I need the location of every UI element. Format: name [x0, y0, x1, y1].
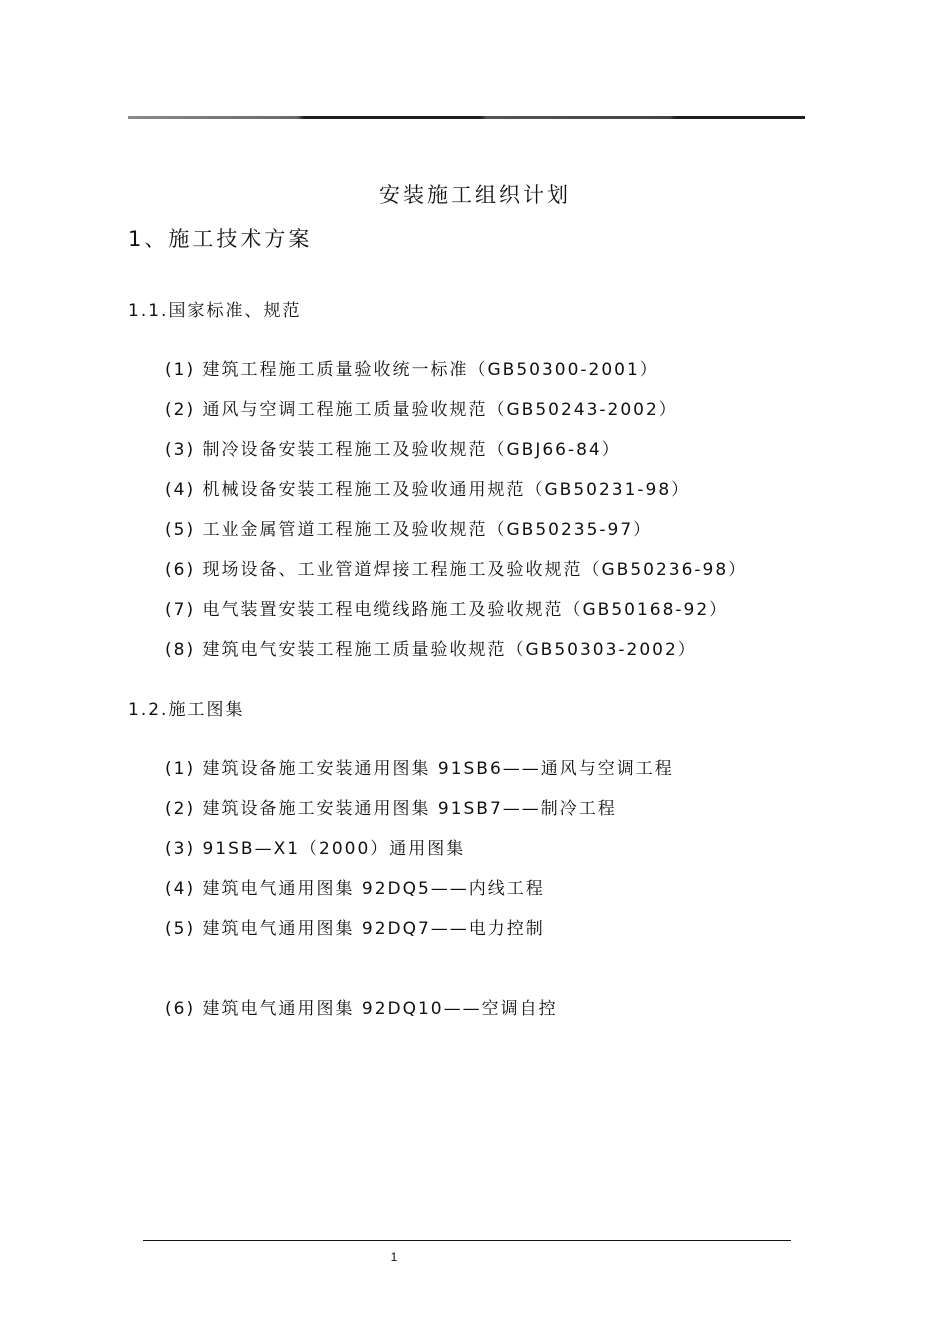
drawing-atlas-list-continued — [165, 996, 558, 1036]
header-rule — [128, 116, 805, 119]
list-item: (1) 建筑工程施工质量验收统一标准（GB50300-2001） — [165, 360, 659, 380]
drawing-atlas-list — [165, 756, 674, 956]
list-item: (6) 现场设备、工业管道焊接工程施工及验收规范（GB50236-98） — [165, 560, 748, 580]
document-title: 安装施工组织计划 — [379, 183, 571, 207]
subsection-heading-national-standards: 1.1.国家标准、规范 — [128, 301, 302, 321]
list-item: (7) 电气装置安装工程电缆线路施工及验收规范（GB50168-92） — [165, 600, 729, 620]
list-item: (2) 建筑设备施工安装通用图集 91SB7——制冷工程 — [165, 799, 617, 819]
list-item: (5) 工业金属管道工程施工及验收规范（GB50235-97） — [165, 520, 653, 540]
list-item: (4) 机械设备安装工程施工及验收通用规范（GB50231-98） — [165, 480, 691, 500]
subsection-heading-construction-drawings: 1.2.施工图集 — [128, 700, 245, 720]
list-item: (1) 建筑设备施工安装通用图集 91SB6——通风与空调工程 — [165, 759, 674, 779]
list-item: (5) 建筑电气通用图集 92DQ7——电力控制 — [165, 919, 545, 939]
standards-list — [165, 357, 747, 677]
page-number: 1 — [390, 1250, 398, 1264]
list-item: (4) 建筑电气通用图集 92DQ5——内线工程 — [165, 879, 545, 899]
footer-rule — [143, 1240, 791, 1241]
list-item: (6) 建筑电气通用图集 92DQ10——空调自控 — [165, 999, 558, 1019]
list-item: (2) 通风与空调工程施工质量验收规范（GB50243-2002） — [165, 400, 678, 420]
list-item: (8) 建筑电气安装工程施工质量验收规范（GB50303-2002） — [165, 640, 697, 660]
list-item: (3) 制冷设备安装工程施工及验收规范（GBJ66-84） — [165, 440, 621, 460]
section-heading-construction-technical-plan: 1、施工技术方案 — [128, 227, 313, 251]
list-item: (3) 91SB—X1（2000）通用图集 — [165, 839, 466, 859]
